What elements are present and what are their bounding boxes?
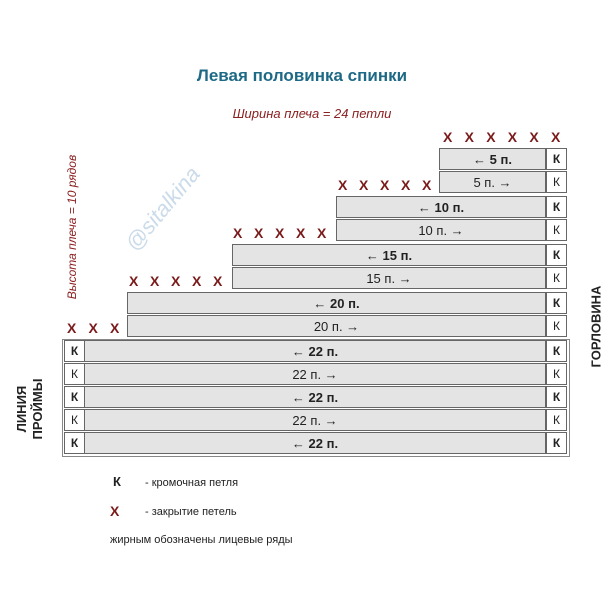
bind-off-mark: Х [192,273,202,289]
grid-row [439,148,546,170]
row-label: ← 5 п. [473,151,512,167]
grid-row [439,171,546,193]
edge-stitch-right: К [546,148,567,170]
bind-off-mark: Х [359,177,369,193]
grid-row [84,409,546,431]
edge-stitch-left: К [64,432,85,454]
row-label: 22 п. → [292,366,338,382]
bind-off-mark: Х [464,129,474,145]
bind-off-mark: Х [443,129,453,145]
edge-stitch-right: К [546,219,567,241]
bind-off-mark: Х [551,129,561,145]
grid-row [232,244,546,266]
edge-stitch-right: К [546,432,567,454]
legend-edge-symbol: К [113,474,121,489]
bind-off-mark: Х [317,225,327,241]
edge-stitch-left: К [64,363,85,385]
grid-row [84,386,546,408]
edge-stitch-right: К [546,267,567,289]
watermark: @sitalkina [120,161,205,256]
edge-stitch-right: К [546,340,567,362]
bind-off-mark: Х [67,320,77,336]
bind-off-mark: Х [529,129,539,145]
armhole-line-2: ПРОЙМЫ [30,378,45,440]
grid-row [336,196,546,218]
row-label: 10 п. → [418,222,464,238]
bind-off-mark: Х [275,225,285,241]
neckline-label: ГОРЛОВИНА [588,285,604,368]
shoulder-height-label: Высота плеча = 10 рядов [65,154,79,300]
diagram-title: Левая половинка спинки [196,66,408,85]
grid-row [127,315,546,337]
armhole-line-1: ЛИНИЯ [14,385,29,433]
row-label: ← 10 п. [417,199,465,215]
row-label: 22 п. → [292,412,338,428]
grid-row [84,432,546,454]
edge-stitch-right: К [546,315,567,337]
row-label: ← 20 п. [313,295,360,311]
grid-row [232,267,546,289]
grid-row [84,340,546,362]
shoulder-width-label: Ширина плеча = 24 петли [232,106,392,121]
bind-off-mark: Х [233,225,243,241]
bind-off-mark: Х [486,129,496,145]
row-label: ← 15 п. [365,247,413,263]
row-label: ← 22 п. [291,343,339,359]
edge-stitch-right: К [546,409,567,431]
bind-off-mark: Х [88,320,98,336]
bind-off-mark: Х [422,177,432,193]
bind-off-mark: Х [110,320,120,336]
bind-off-mark: Х [401,177,411,193]
legend-edge-text: - кромочная петля [145,477,239,489]
legend-bindoff-symbol: Х [110,503,120,519]
bind-off-mark: Х [254,225,264,241]
bind-off-mark: Х [213,273,223,289]
grid-row [127,292,546,314]
edge-stitch-right: К [546,244,567,266]
row-label: 15 п. → [366,270,412,286]
bind-off-mark: Х [380,177,390,193]
row-label: ← 22 п. [291,389,339,405]
edge-stitch-right: К [546,171,567,193]
grid-row [336,219,546,241]
bind-off-mark: Х [129,273,139,289]
bind-off-mark: Х [171,273,181,289]
armhole-line-label [14,369,46,449]
grid-row [84,363,546,385]
row-label: 5 п. → [473,174,512,190]
edge-stitch-left: К [64,386,85,408]
bind-off-mark: Х [507,129,518,145]
bind-off-mark: Х [150,273,160,289]
edge-stitch-right: К [546,363,567,385]
row-label: 20 п. → [313,318,360,334]
row-label: ← 22 п. [291,435,339,451]
edge-stitch-right: К [546,386,567,408]
edge-stitch-left: К [64,409,85,431]
edge-stitch-left: К [64,340,85,362]
edge-stitch-right: К [546,292,567,314]
legend-note: жирным обозначены лицевые ряды [110,534,293,546]
edge-stitch-right: К [546,196,567,218]
bind-off-mark: Х [296,225,306,241]
bind-off-mark: Х [338,177,348,193]
legend-bindoff-text: - закрытие петель [145,506,237,518]
